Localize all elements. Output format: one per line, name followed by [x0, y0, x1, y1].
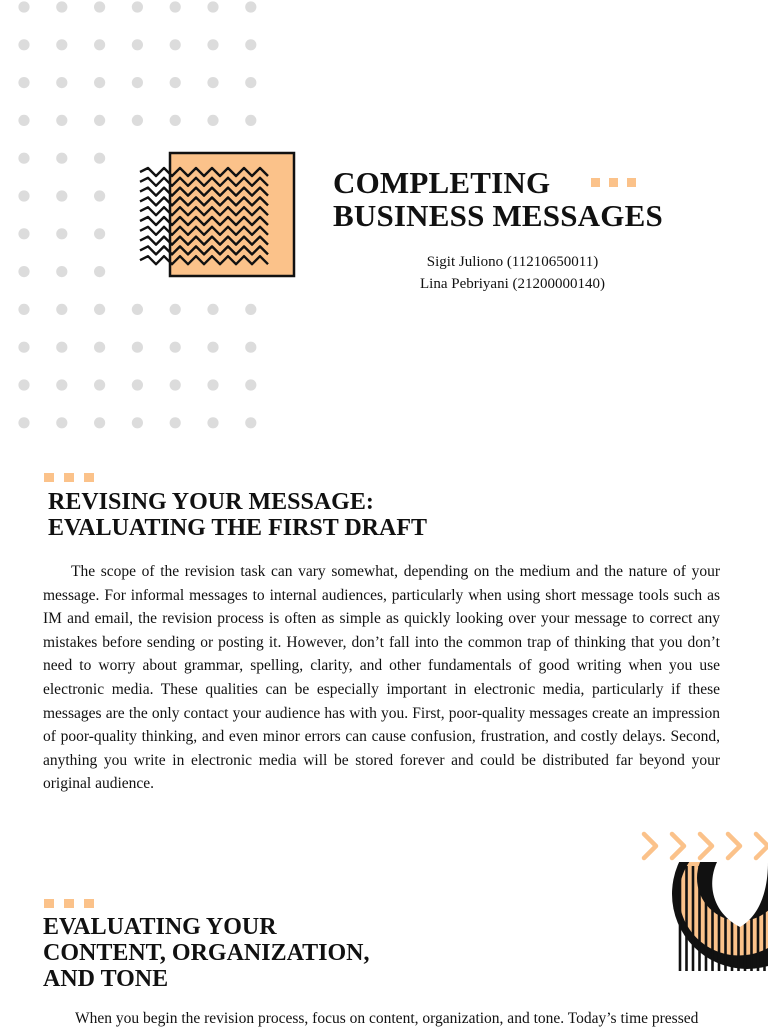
grid-dot — [56, 379, 67, 390]
grid-dot — [94, 190, 105, 201]
grid-dot — [245, 417, 256, 428]
grid-dot — [94, 1, 105, 12]
grid-dot — [18, 77, 29, 88]
grid-dot — [207, 1, 218, 12]
grid-dot — [94, 379, 105, 390]
section-heading-evaluating — [43, 914, 369, 992]
grid-dot — [170, 379, 181, 390]
grid-dot — [245, 39, 256, 50]
grid-dot — [132, 417, 143, 428]
grid-dot — [207, 77, 218, 88]
grid-dot — [18, 342, 29, 353]
grid-dot — [207, 115, 218, 126]
grid-dot — [170, 39, 181, 50]
heading-line: REVISING YOUR MESSAGE: — [48, 489, 374, 515]
zigzag-square-art — [132, 150, 302, 282]
author-2: Lina Pebriyani (21200000140) — [420, 276, 605, 292]
grid-dot — [18, 153, 29, 164]
grid-dot — [56, 228, 67, 239]
grid-dot — [94, 115, 105, 126]
chevron-icon — [756, 834, 768, 858]
grid-dot — [132, 1, 143, 12]
grid-dot — [56, 39, 67, 50]
grid-dot — [245, 1, 256, 12]
chevron-icon — [700, 834, 712, 858]
title-line-2: BUSINESS MESSAGES — [333, 198, 663, 233]
grid-dot — [94, 153, 105, 164]
grid-dot — [170, 304, 181, 315]
grid-dot — [94, 77, 105, 88]
grid-dot — [56, 417, 67, 428]
heading-line: EVALUATING THE FIRST DRAFT — [48, 515, 427, 541]
square-dots-icon — [591, 178, 637, 188]
chevron-icon — [672, 834, 684, 858]
grid-dot — [132, 115, 143, 126]
striped-circle-art — [622, 826, 768, 971]
grid-dot — [18, 417, 29, 428]
heading-line: AND TONE — [43, 966, 169, 992]
grid-dot — [18, 379, 29, 390]
grid-dot — [207, 39, 218, 50]
grid-dot — [56, 190, 67, 201]
author-list — [364, 251, 661, 295]
grid-dot — [207, 342, 218, 353]
grid-dot — [94, 266, 105, 277]
grid-dot — [18, 190, 29, 201]
section-heading-revising — [48, 489, 427, 541]
grid-dot — [18, 304, 29, 315]
grid-dot — [18, 266, 29, 277]
grid-dot — [245, 304, 256, 315]
section-body-revising: The scope of the revision task can vary somewhat, depending on the medium and the nature of your message. For informal messages to internal audiences, particularly when using short message tools such as IM and email, the revision process is often as simple as quickly looking over your message to correct any mistakes before sending or posting it. However, don’t fall into the common trap of thinking that you don’t need to worry about grammar, spelling, clarity, and other fundamentals of good writing when you use electronic media. These qualities can be especially important in electronic media, particularly if these messages are the only contact your audience has with you. First, poor-quality messages create an impression of poor-quality thinking, and even minor errors can cause confusion, frustration, and costly delays. Second, anything you write in electronic media will be stored forever and could be distributed far beyond your original audience. — [43, 563, 720, 793]
grid-dot — [56, 153, 67, 164]
grid-dot — [132, 77, 143, 88]
square-dots-icon — [44, 899, 96, 909]
grid-dot — [18, 39, 29, 50]
grid-dot — [132, 342, 143, 353]
grid-dot — [245, 115, 256, 126]
grid-dot — [170, 115, 181, 126]
grid-dot — [132, 39, 143, 50]
author-1: Sigit Juliono (11210650011) — [426, 254, 599, 270]
chevron-icon — [644, 834, 656, 858]
section-body-evaluating: When you begin the revision process, focus on content, organization, and tone. Today’s time pressed — [75, 1010, 699, 1027]
grid-dot — [94, 39, 105, 50]
grid-dot — [170, 417, 181, 428]
grid-dot — [170, 342, 181, 353]
grid-dot — [245, 342, 256, 353]
grid-dot — [132, 304, 143, 315]
grid-dot — [132, 379, 143, 390]
grid-dot — [207, 304, 218, 315]
grid-dot — [56, 342, 67, 353]
grid-dot — [18, 1, 29, 12]
square-dots-icon — [44, 473, 96, 483]
grid-dot — [94, 417, 105, 428]
grid-dot — [56, 266, 67, 277]
heading-line: EVALUATING YOUR — [43, 914, 277, 940]
document-title — [333, 166, 663, 232]
title-line-1: COMPLETING — [333, 165, 551, 200]
grid-dot — [245, 379, 256, 390]
grid-dot — [207, 417, 218, 428]
grid-dot — [170, 1, 181, 12]
grid-dot — [56, 115, 67, 126]
grid-dot — [56, 1, 67, 12]
grid-dot — [56, 304, 67, 315]
grid-dot — [94, 228, 105, 239]
chevron-icon — [728, 834, 740, 858]
heading-line: CONTENT, ORGANIZATION, — [43, 940, 370, 966]
grid-dot — [18, 228, 29, 239]
grid-dot — [170, 77, 181, 88]
grid-dot — [18, 115, 29, 126]
grid-dot — [245, 77, 256, 88]
grid-dot — [94, 342, 105, 353]
grid-dot — [56, 77, 67, 88]
grid-dot — [94, 304, 105, 315]
grid-dot — [207, 379, 218, 390]
